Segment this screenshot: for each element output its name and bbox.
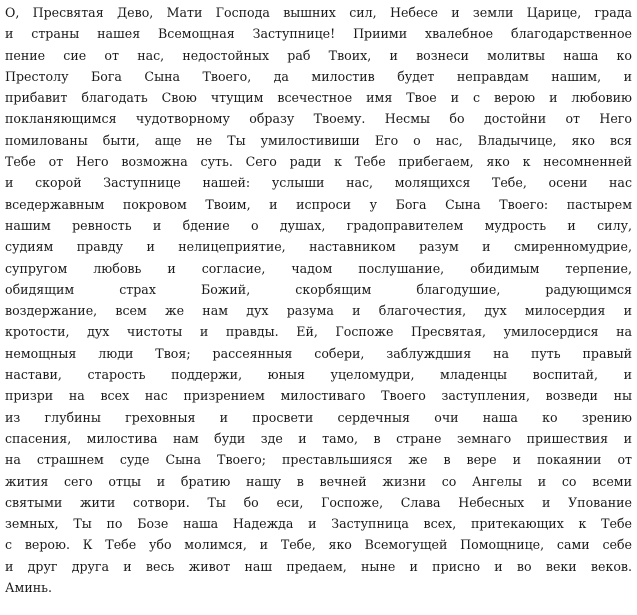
prayer-line: святыми жити сотвори. Ты бо еси, Госпоже, Слава Небесных и Упование — [5, 494, 632, 510]
prayer-line: земных, Ты по Бозе наша Надежда и Заступница всех, притекающих к Тебе — [5, 516, 632, 532]
prayer-line: жития сего отцы и братию нашу в вечней жизни со Ангелы и со всеми — [5, 473, 632, 489]
prayer-line: судиям правду и нелицеприятие, наставником разум и смиренномудрие, — [5, 239, 632, 255]
prayer-line: кротости, дух чистоты и правды. Ей, Госпоже Пресвятая, умилосердися на — [5, 324, 632, 340]
prayer-line: О, Пресвятая Дево, Мати Господа вышних сил, Небесе и земли Царице, града — [5, 5, 632, 20]
prayer-line-amen: Аминь. — [5, 580, 52, 596]
prayer-line: обидящим страх Божий, скорбящим благодушие, радующимся — [5, 281, 632, 297]
prayer-line: супругом любовь и согласие, чадом послушание, обидимым терпение, — [5, 260, 632, 276]
prayer-text — [5, 2, 632, 598]
prayer-line: и страны нашея Всемощная Заступнице! Приими хвалебное благодарственное — [5, 26, 632, 42]
prayer-line: на страшнем суде Сына Твоего; преставльшияся же в вере и покаянии от — [5, 452, 632, 468]
prayer-line: помилованы быти, аще не Ты умилостивиши Его о нас, Владычице, яко вся — [5, 132, 632, 148]
prayer-line: спасения, милостива нам буди зде и тамо, в стране земнаго пришествия и — [5, 430, 632, 446]
prayer-line: настави, старость поддержи, юныя уцеломудри, младенцы воспитай, и — [5, 367, 632, 383]
prayer-line: нашим ревность и бдение о душах, градоправителем мудрость и силу, — [5, 217, 632, 233]
prayer-line: и друг друга и весь живот наш предаем, ныне и присно и во веки веков. — [5, 558, 632, 574]
prayer-line: призри на всех нас призрением милостиваго Твоего заступления, возведи ны — [5, 388, 632, 404]
prayer-line: вседержавным покровом Твоим, и испроси у Бога Сына Твоего: пастырем — [5, 196, 632, 212]
prayer-line: из глубины греховныя и просвети сердечныя очи наша ко зрению — [5, 409, 632, 425]
prayer-line: немощныя люди Твоя; рассеянныя собери, заблуждшия на путь правый — [5, 345, 632, 361]
prayer-line: Престолу Бога Сына Твоего, да милостив будет неправдам нашим, и — [5, 68, 632, 84]
prayer-line: прибавит благодать Свою чтущим всечестное имя Твое и с верою и любовию — [5, 90, 632, 106]
prayer-line: воздержание, всем же нам дух разума и благочестия, дух милосердия и — [5, 303, 632, 319]
prayer-line: Тебе от Него возможна суть. Сего ради к Тебе прибегаем, яко к несомненней — [5, 154, 632, 170]
prayer-page — [5, 2, 632, 613]
prayer-line: и скорой Заступнице нашей: услыши нас, молящихся Тебе, осени нас — [5, 175, 632, 191]
prayer-line: пение сие от нас, недостойных раб Твоих, и вознеси молитвы наша ко — [5, 47, 632, 63]
prayer-line: покланяющимся чудотворному образу Твоему. Несмы бо достойни от Него — [5, 111, 632, 127]
prayer-line: с верою. К Тебе убо молимся, и Тебе, яко Всемогущей Помощнице, сами себе — [5, 537, 632, 553]
